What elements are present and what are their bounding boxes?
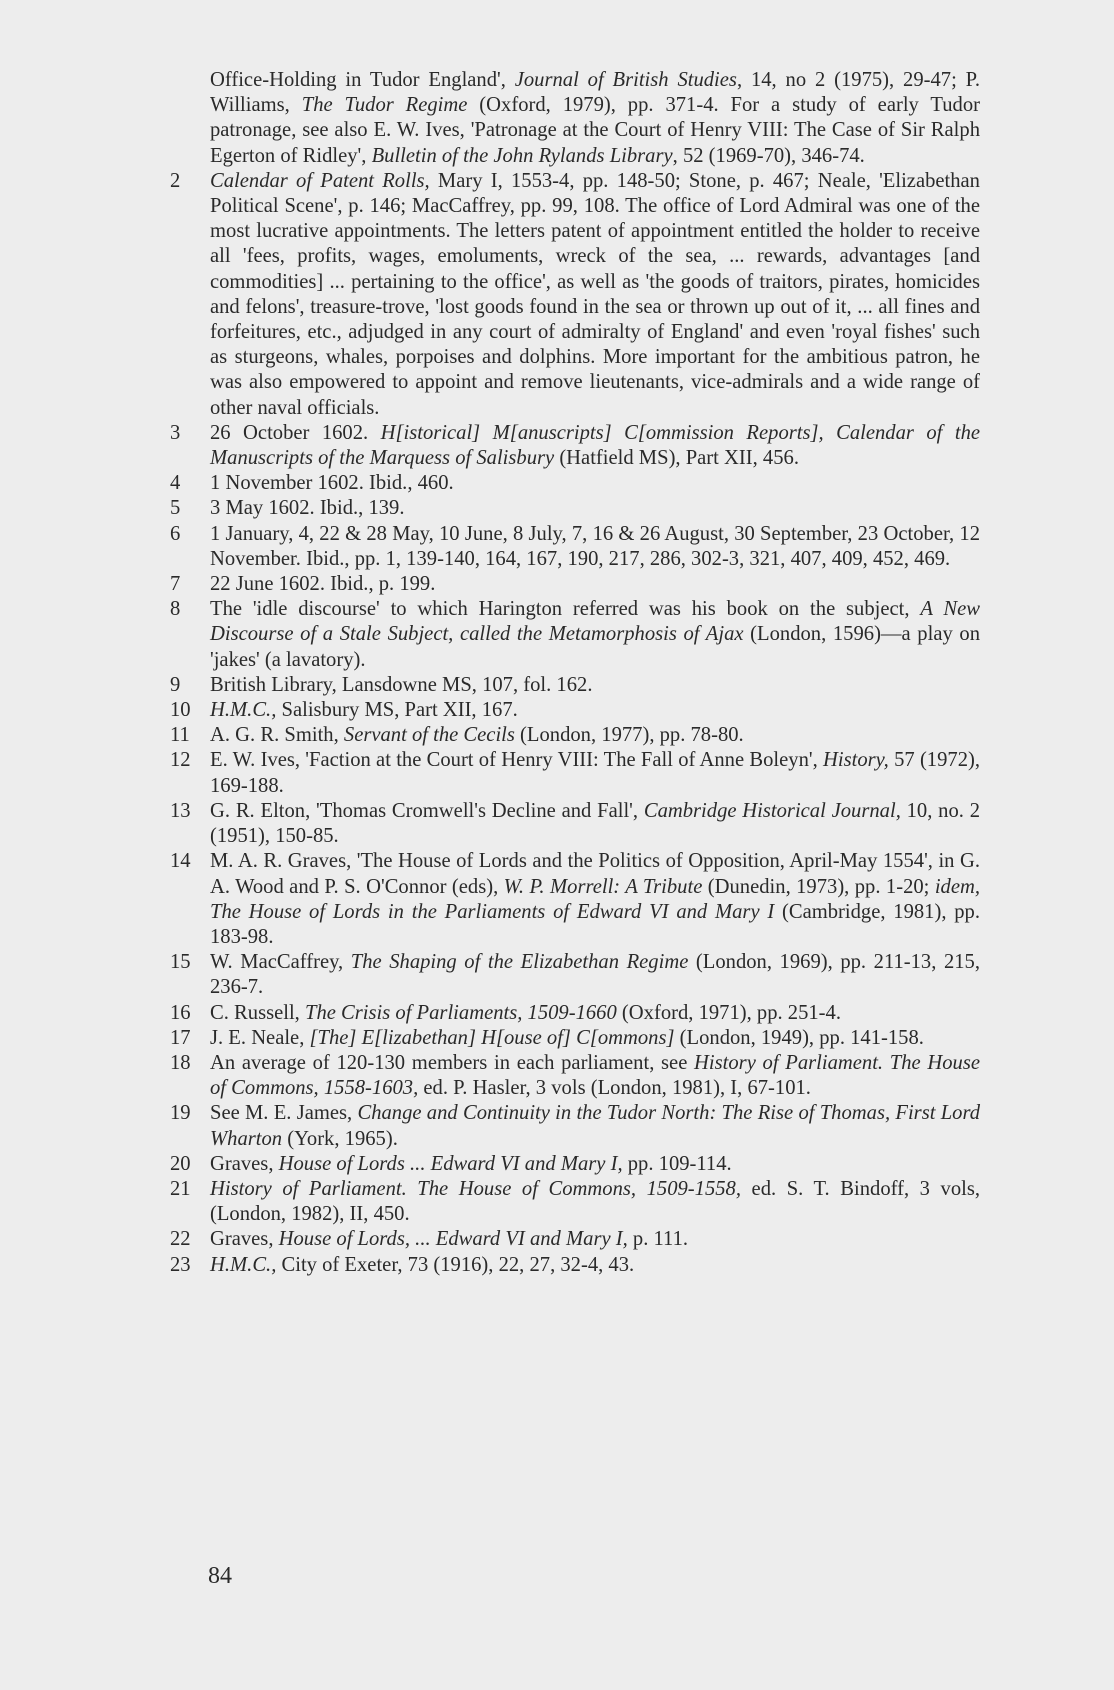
- endnote-text: 26 October 1602. H[istorical] M[anuscripts] C[ommission Reports], Calendar of the Manuscripts of the Marquess of Salisbury (Hatfield MS), Part XII, 456.: [210, 421, 981, 470]
- endnote-number: 3: [170, 421, 181, 444]
- endnote-number: 11: [170, 724, 190, 747]
- endnote-text: J. E. Neale, [The] E[lizabethan] H[ouse of] C[ommons] (London, 1949), pp. 141-158.: [210, 1026, 924, 1049]
- endnote-number: 16: [170, 1001, 191, 1024]
- page-number: 84: [208, 1563, 232, 1589]
- endnote-number: 21: [170, 1177, 191, 1200]
- endnote-number: 20: [170, 1152, 191, 1175]
- endnote: [170, 723, 980, 748]
- endnote-number: 7: [170, 573, 181, 596]
- endnote-text: Graves, House of Lords ... Edward VI and Mary I, pp. 109-114.: [210, 1152, 732, 1175]
- endnote: [170, 1001, 980, 1026]
- endnote-text: C. Russell, The Crisis of Parliaments, 1509-1660 (Oxford, 1971), pp. 251-4.: [210, 1001, 841, 1024]
- endnote: [170, 1152, 980, 1177]
- endnote-text: British Library, Lansdowne MS, 107, fol. 162.: [210, 673, 593, 696]
- endnote: [170, 1101, 980, 1151]
- endnote: [170, 799, 980, 849]
- endnote-text: Office-Holding in Tudor England', Journal of British Studies, 14, no 2 (1975), 29-47; P. Williams, The Tudor Regime (Oxford, 1979), pp. 371-4. For a study of early Tudor patronage, see also E. W. Ives, 'Patronage at the Court of Henry VIII: The Case of Sir Ralph Egerton of Ridley', Bulletin of the John Rylands Library, 52 (1969-70), 346-74.: [210, 69, 980, 167]
- endnote-number: 14: [170, 850, 191, 873]
- endnote-number: 10: [170, 699, 191, 722]
- endnote: [170, 496, 980, 521]
- endnote-number: 8: [170, 598, 181, 621]
- endnote: [170, 421, 980, 471]
- endnote: [170, 748, 980, 798]
- endnote-text: A. G. R. Smith, Servant of the Cecils (London, 1977), pp. 78-80.: [210, 724, 744, 747]
- endnote-number: 4: [170, 472, 181, 495]
- endnote-text: W. MacCaffrey, The Shaping of the Elizabethan Regime (London, 1969), pp. 211-13, 215, 236-7.: [210, 951, 980, 999]
- endnote: [170, 522, 980, 572]
- endnote: [170, 1253, 980, 1278]
- endnote-text: H.M.C., City of Exeter, 73 (1916), 22, 27, 32-4, 43.: [210, 1253, 635, 1276]
- endnote-number: 5: [170, 497, 181, 520]
- endnote-number: 9: [170, 673, 181, 696]
- endnote-text: H.M.C., Salisbury MS, Part XII, 167.: [210, 699, 518, 722]
- endnote-text: The 'idle discourse' to which Harington referred was his book on the subject, A New Discourse of a Stale Subject, called the Metamorphosis of Ajax (London, 1596)—a play on 'jakes' (a lavatory).: [210, 598, 980, 671]
- endnote-text: 22 June 1602. Ibid., p. 199.: [210, 573, 436, 596]
- endnote-text: 1 November 1602. Ibid., 460.: [210, 472, 454, 495]
- endnote: [170, 849, 980, 950]
- endnote-number: 17: [170, 1026, 191, 1049]
- endnote: [170, 572, 980, 597]
- endnote-text: M. A. R. Graves, 'The House of Lords and the Politics of Opposition, April-May 1554', in G. A. Wood and P. S. O'Connor (eds), W. P. Morrell: A Tribute (Dunedin, 1973), pp. 1-20; idem, The House of Lords in the Parliaments of Edward VI and Mary I (Cambridge, 1981), pp. 183-98.: [210, 850, 981, 948]
- endnote-number: 19: [170, 1102, 191, 1125]
- endnote: [170, 698, 980, 723]
- endnote-text: E. W. Ives, 'Faction at the Court of Henry VIII: The Fall of Anne Boleyn', History, 57 (1972), 169-188.: [210, 749, 980, 797]
- endnote-number: 18: [170, 1051, 191, 1074]
- endnote-text: History of Parliament. The House of Commons, 1509-1558, ed. S. T. Bindoff, 3 vols, (London, 1982), II, 450.: [210, 1177, 981, 1226]
- endnote: [170, 597, 980, 673]
- endnote-text: 1 January, 4, 22 & 28 May, 10 June, 8 July, 7, 16 & 26 August, 30 September, 23 October, 12 November. Ibid., pp. 1, 139-140, 164, 167, 190, 217, 286, 302-3, 321, 407, 409, 452, 469.: [210, 522, 980, 570]
- endnote-text: G. R. Elton, 'Thomas Cromwell's Decline and Fall', Cambridge Historical Journal, 10, no. 2 (1951), 150-85.: [210, 799, 981, 848]
- endnote: [170, 950, 980, 1000]
- endnote-number: 12: [170, 749, 191, 772]
- endnote-number: 2: [170, 169, 181, 192]
- endnotes: [170, 68, 980, 1278]
- endnote-number: 22: [170, 1228, 191, 1251]
- endnote-number: 23: [170, 1253, 191, 1276]
- endnote: [170, 1227, 980, 1252]
- endnote-text: Graves, House of Lords, ... Edward VI and Mary I, p. 111.: [210, 1228, 689, 1251]
- endnote-text: Calendar of Patent Rolls, Mary I, 1553-4, pp. 148-50; Stone, p. 467; Neale, 'Elizabethan Political Scene', p. 146; MacCaffrey, pp. 99, 108. The office of Lord Admiral was one of the most lucrative appointments. The letters patent of appointment entitled the holder to receive all 'fees, profits, wages, emoluments, wreck of the sea, ... rewards, advantages [and commodities] ... pertaining to the office', as well as 'the goods of traitors, pirates, homicides and felons', treasure-trove, 'lost goods found in the sea or thrown up out of it, ... all fines and forfeitures, etc., adjudged in any court of admiralty of England' and even 'royal fishes' such as sturgeons, whales, porpoises and dolphins. More important for the ambitious patron, he was also empowered to appoint and remove lieutenants, vice-admirals and a wide range of other naval officials.: [210, 169, 980, 419]
- endnote: [170, 68, 980, 169]
- endnote: [170, 1051, 980, 1101]
- endnote-number: 6: [170, 522, 181, 545]
- endnote-text: See M. E. James, Change and Continuity in the Tudor North: The Rise of Thomas, First Lord Wharton (York, 1965).: [210, 1102, 980, 1150]
- endnote-number: 15: [170, 951, 191, 974]
- endnote: [170, 471, 980, 496]
- endnote: [170, 169, 980, 421]
- endnote: [170, 1177, 980, 1227]
- endnote-text: 3 May 1602. Ibid., 139.: [210, 497, 405, 520]
- endnote: [170, 1026, 980, 1051]
- endnote: [170, 673, 980, 698]
- endnote-text: An average of 120-130 members in each parliament, see History of Parliament. The House of Commons, 1558-1603, ed. P. Hasler, 3 vols (London, 1981), I, 67-101.: [210, 1051, 980, 1100]
- endnote-number: 13: [170, 799, 191, 822]
